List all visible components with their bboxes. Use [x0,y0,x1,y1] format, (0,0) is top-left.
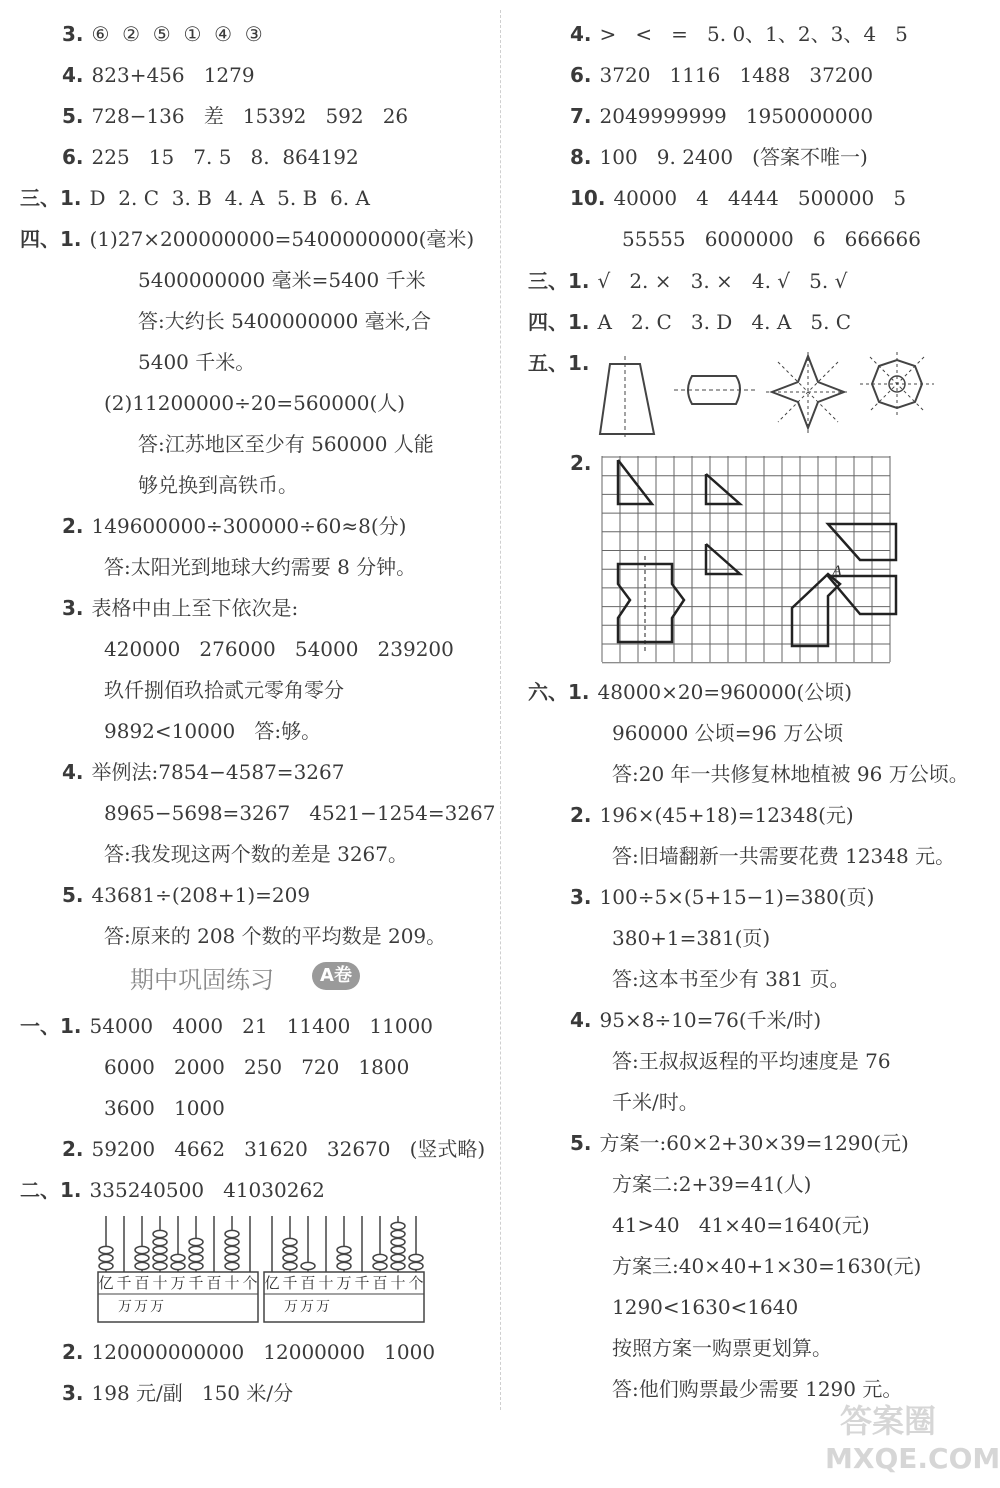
question-number: 2. [62,514,84,538]
answer-text: 3720 1116 1488 37200 [599,63,874,87]
answer-line [96,389,405,417]
answer-text: 335240500 41030262 [89,1178,325,1202]
answer-line [20,1012,433,1040]
abacus-bead [135,1246,149,1253]
answer-line [96,717,321,745]
abacus-figures [96,1212,436,1324]
abacus-bead [391,1238,405,1245]
watermark-logo: 答案圈 [840,1402,937,1440]
symmetry-figures [596,352,936,442]
abacus-bead [391,1254,405,1261]
question-number: 5. [62,883,84,907]
question-number: 四、1. [20,227,82,251]
answer-line [614,225,921,253]
answer-text: 答:我发现这两个数的差是 3267。 [104,842,408,866]
trapezoid-figure [600,356,654,440]
answer-line [62,61,255,89]
answer-line [62,512,406,540]
answer-text: A 2. C 3. D 4. A 5. C [597,310,852,334]
question-number: 六、1. [528,680,590,704]
abacus-bead [189,1254,203,1261]
answer-text: 6000 2000 250 720 1800 [104,1055,410,1079]
abacus-place-label: 万 [336,1274,352,1292]
abacus-place-label: 百 [372,1274,388,1292]
abacus-bead [391,1262,405,1269]
answer-text: 答:王叔叔返程的平均速度是 76 [612,1049,891,1073]
answer-line [62,758,344,786]
abacus-bead [171,1262,185,1269]
answer-line [570,143,868,171]
answer-line [570,184,906,212]
answer-line [528,267,847,295]
answer-text: > < = 5. 0、1、2、3、4 5 [599,22,908,46]
answer-line [570,883,875,911]
answer-text: 960000 公顷=96 万公顷 [612,721,844,745]
answer-text: ⑥ ② ⑤ ① ④ ③ [91,22,263,46]
abacus-bead [337,1262,351,1269]
watermark-url: MXQE.COM [825,1442,1000,1475]
answer-text: 100÷5×(5+15−1)=380(页) [599,885,875,909]
answer-text: 9892<10000 答:够。 [104,719,322,743]
abacus-bead [409,1262,423,1269]
answer-line [96,553,416,581]
abacus-bead [225,1230,239,1237]
grid-figure [600,456,900,668]
grid-point-label: A [832,563,842,580]
answer-line [62,1379,293,1407]
abacus-place-label: 万 [170,1274,186,1292]
answer-text: 823+456 1279 [91,63,255,87]
answer-line [20,225,474,253]
shape-triangle-1 [618,460,652,504]
question-number: 4. [62,760,84,784]
question-number: 三、1. [20,186,82,210]
answer-line [62,20,263,48]
abacus-place-label: 千 [116,1274,132,1292]
section-badge: A卷 [312,962,360,990]
answer-text: 答:旧墙翻新一共需要花费 12348 元。 [612,844,956,868]
abacus-bead [337,1254,351,1261]
answer-line [130,307,431,335]
answer-line [62,1135,485,1163]
abacus-place-label: 千 [282,1274,298,1292]
abacus-bead [301,1262,315,1269]
answer-line [96,799,496,827]
answer-text: 43681÷(208+1)=209 [91,883,311,907]
abacus-place-label: 亿 [264,1274,280,1292]
abacus-place-label: 千 [188,1274,204,1292]
answer-line [130,471,298,499]
answer-line [604,1252,921,1280]
answer-text: 225 15 7. 5 8. 864192 [91,145,359,169]
answer-text: 够兑换到高铁币。 [138,473,298,497]
abacus-right [264,1216,424,1322]
answer-text: 答:江苏地区至少有 560000 人能 [138,432,434,456]
capsule-figure [674,376,756,404]
answer-line [570,801,854,829]
answer-text: 2049999999 1950000000 [599,104,874,128]
answer-text: 48000×20=960000(公顷) [597,680,853,704]
question-number: 4. [62,63,84,87]
question-number: 3. [62,596,84,620]
shape-triangle-2 [706,474,740,504]
question-number: 10. [570,186,606,210]
abacus-left [98,1216,258,1322]
answer-line [604,1170,811,1198]
answer-text: 40000 4 4444 500000 5 [613,186,907,210]
answer-text: 196×(45+18)=12348(元) [599,803,854,827]
abacus-bead [283,1262,297,1269]
abacus-bead [409,1254,423,1261]
answer-line [20,1176,325,1204]
answer-line [528,308,851,336]
answer-line [604,1334,832,1362]
answer-text: 千米/时。 [612,1090,699,1114]
answer-line [604,842,955,870]
question-number: 二、1. [20,1178,82,1202]
answer-text: 420000 276000 54000 239200 [104,637,454,661]
answer-text: 举例法:7854−4587=3267 [91,760,345,784]
abacus-place-label: 个 [242,1274,258,1292]
answer-line [130,430,434,458]
answer-line [570,102,873,130]
abacus-bead [337,1246,351,1253]
abacus-bead [391,1230,405,1237]
answer-text: (1)27×200000000=5400000000(毫米) [89,227,475,251]
question-number: 4. [570,22,592,46]
question-number: 3. [570,885,592,909]
answer-text: (2)11200000÷20=560000(人) [104,391,406,415]
question-number: 6. [62,145,84,169]
question-number: 5. [570,1131,592,1155]
abacus-bead [153,1230,167,1237]
answer-text: 8965−5698=3267 4521−1254=3267 [104,801,496,825]
star-figure [766,352,850,434]
abacus-place-label: 十 [152,1274,168,1292]
abacus-place-label: 十 [390,1274,406,1292]
answer-line [96,635,454,663]
abacus-bead [99,1262,113,1269]
answer-line [604,719,843,747]
question-number: 2. [570,803,592,827]
answer-text: 5400000000 毫米=5400 千米 [138,268,426,292]
question-number: 8. [570,145,592,169]
answer-text: D 2. C 3. B 4. A 5. B 6. A [89,186,370,210]
abacus-bead [225,1254,239,1261]
answer-text: 答:他们购票最少需要 1290 元。 [612,1377,903,1401]
column-divider [500,10,502,1410]
abacus-bead [373,1262,387,1269]
shape-pentagon [792,574,840,646]
answer-text: 方案二:2+39=41(人) [612,1172,812,1196]
answer-line [604,1211,870,1239]
answer-line [570,1129,909,1157]
abacus-sub-label: 万万万 [284,1299,332,1315]
abacus-bead [153,1254,167,1261]
answer-line [570,61,873,89]
answer-line [96,840,408,868]
abacus-place-label: 百 [134,1274,150,1292]
answer-line [96,1094,225,1122]
answer-line [528,678,852,706]
abacus-bead [225,1262,239,1269]
abacus-bead [225,1238,239,1245]
question-number: 四、1. [528,310,590,334]
answer-line [62,1338,435,1366]
abacus-bead [189,1262,203,1269]
answer-line [96,922,446,950]
answer-text: 方案一:60×2+30×39=1290(元) [599,1131,909,1155]
answer-text: 按照方案一购票更划算。 [612,1336,832,1360]
abacus-place-label: 个 [408,1274,424,1292]
answer-line [604,1293,798,1321]
abacus-bead [283,1238,297,1245]
answer-text: 149600000÷300000÷60≈8(分) [91,514,407,538]
answer-line [62,881,310,909]
answer-text: 答:太阳光到地球大约需要 8 分钟。 [104,555,417,579]
answer-text: 59200 4662 31620 32670 (竖式略) [91,1137,486,1161]
abacus-sub-label: 万万万 [118,1299,166,1315]
answer-text: 1290<1630<1640 [612,1295,799,1319]
answer-text: 54000 4000 21 11400 11000 [89,1014,434,1038]
abacus-bead [373,1254,387,1261]
abacus-bead [225,1246,239,1253]
answer-text: 198 元/副 150 米/分 [91,1381,294,1405]
answer-text: 3600 1000 [104,1096,225,1120]
answer-text: 答:20 年一共修复林地植被 96 万公顷。 [612,762,969,786]
answer-text: 答:大约长 5400000000 毫米,合 [138,309,432,333]
answer-line [604,1047,891,1075]
abacus-place-label: 百 [300,1274,316,1292]
abacus-bead [283,1254,297,1261]
answer-text: 答:这本书至少有 381 页。 [612,967,850,991]
question-number: 五、1. [528,351,590,375]
abacus-place-label: 千 [354,1274,370,1292]
abacus-place-label: 十 [224,1274,240,1292]
answer-text: 100 9. 2400 (答案不唯一) [599,145,868,169]
answer-line [604,1088,699,1116]
abacus-bead [99,1246,113,1253]
answer-line [570,20,908,48]
octagon-figure [860,352,934,416]
question-number: 三、1. [528,269,590,293]
answer-line [130,348,255,376]
question-number: 2. [62,1340,84,1364]
answer-text: 380+1=381(页) [612,926,771,950]
abacus-bead [135,1262,149,1269]
abacus-bead [153,1238,167,1245]
answer-line [570,1006,821,1034]
question-number: 一、1. [20,1014,82,1038]
question-number: 6. [570,63,592,87]
answer-line [20,184,370,212]
answer-line [604,760,969,788]
answer-line [62,143,359,171]
answer-line [62,102,408,130]
abacus-bead [135,1254,149,1261]
question-number: 3. [62,22,84,46]
question-number: 5. [62,104,84,128]
abacus-place-label: 十 [318,1274,334,1292]
answer-line [604,924,770,952]
abacus-bead [99,1254,113,1261]
answer-text: 答:原来的 208 个数的平均数是 209。 [104,924,447,948]
abacus-place-label: 百 [206,1274,222,1292]
answer-text: 表格中由上至下依次是: [91,596,299,620]
shape-trapezoid-1 [828,524,896,560]
question-number: 2. [62,1137,84,1161]
abacus-bead [283,1246,297,1253]
answer-text: 5400 千米。 [138,350,256,374]
answer-text: 玖仟捌佰玖拾贰元零角零分 [104,678,344,702]
answer-text: 方案三:40×40+1×30=1630(元) [612,1254,922,1278]
question-number: 3. [62,1381,84,1405]
abacus-place-label: 亿 [98,1274,114,1292]
abacus-bead [391,1246,405,1253]
abacus-bead [391,1222,405,1229]
answer-text: 728−136 差 15392 592 26 [91,104,409,128]
answer-line [528,349,598,377]
question-number: 2. [570,451,592,475]
answer-line [604,965,850,993]
abacus-bead [189,1238,203,1245]
answer-text: 41>40 41×40=1640(元) [612,1213,870,1237]
abacus-bead [171,1254,185,1261]
answer-text: √ 2. × 3. × 4. √ 5. √ [597,269,848,293]
answer-line [96,1053,409,1081]
answer-text: 120000000000 12000000 1000 [91,1340,436,1364]
section-title: 期中巩固练习 [130,966,274,994]
abacus-bead [153,1262,167,1269]
abacus-bead [189,1246,203,1253]
question-number: 4. [570,1008,592,1032]
answer-line [130,266,426,294]
answer-line [570,449,600,477]
answer-text: 55555 6000000 6 666666 [622,227,921,251]
answer-text: 95×8÷10=76(千米/时) [599,1008,822,1032]
answer-line [62,594,298,622]
abacus-bead [153,1246,167,1253]
question-number: 7. [570,104,592,128]
answer-line [96,676,344,704]
